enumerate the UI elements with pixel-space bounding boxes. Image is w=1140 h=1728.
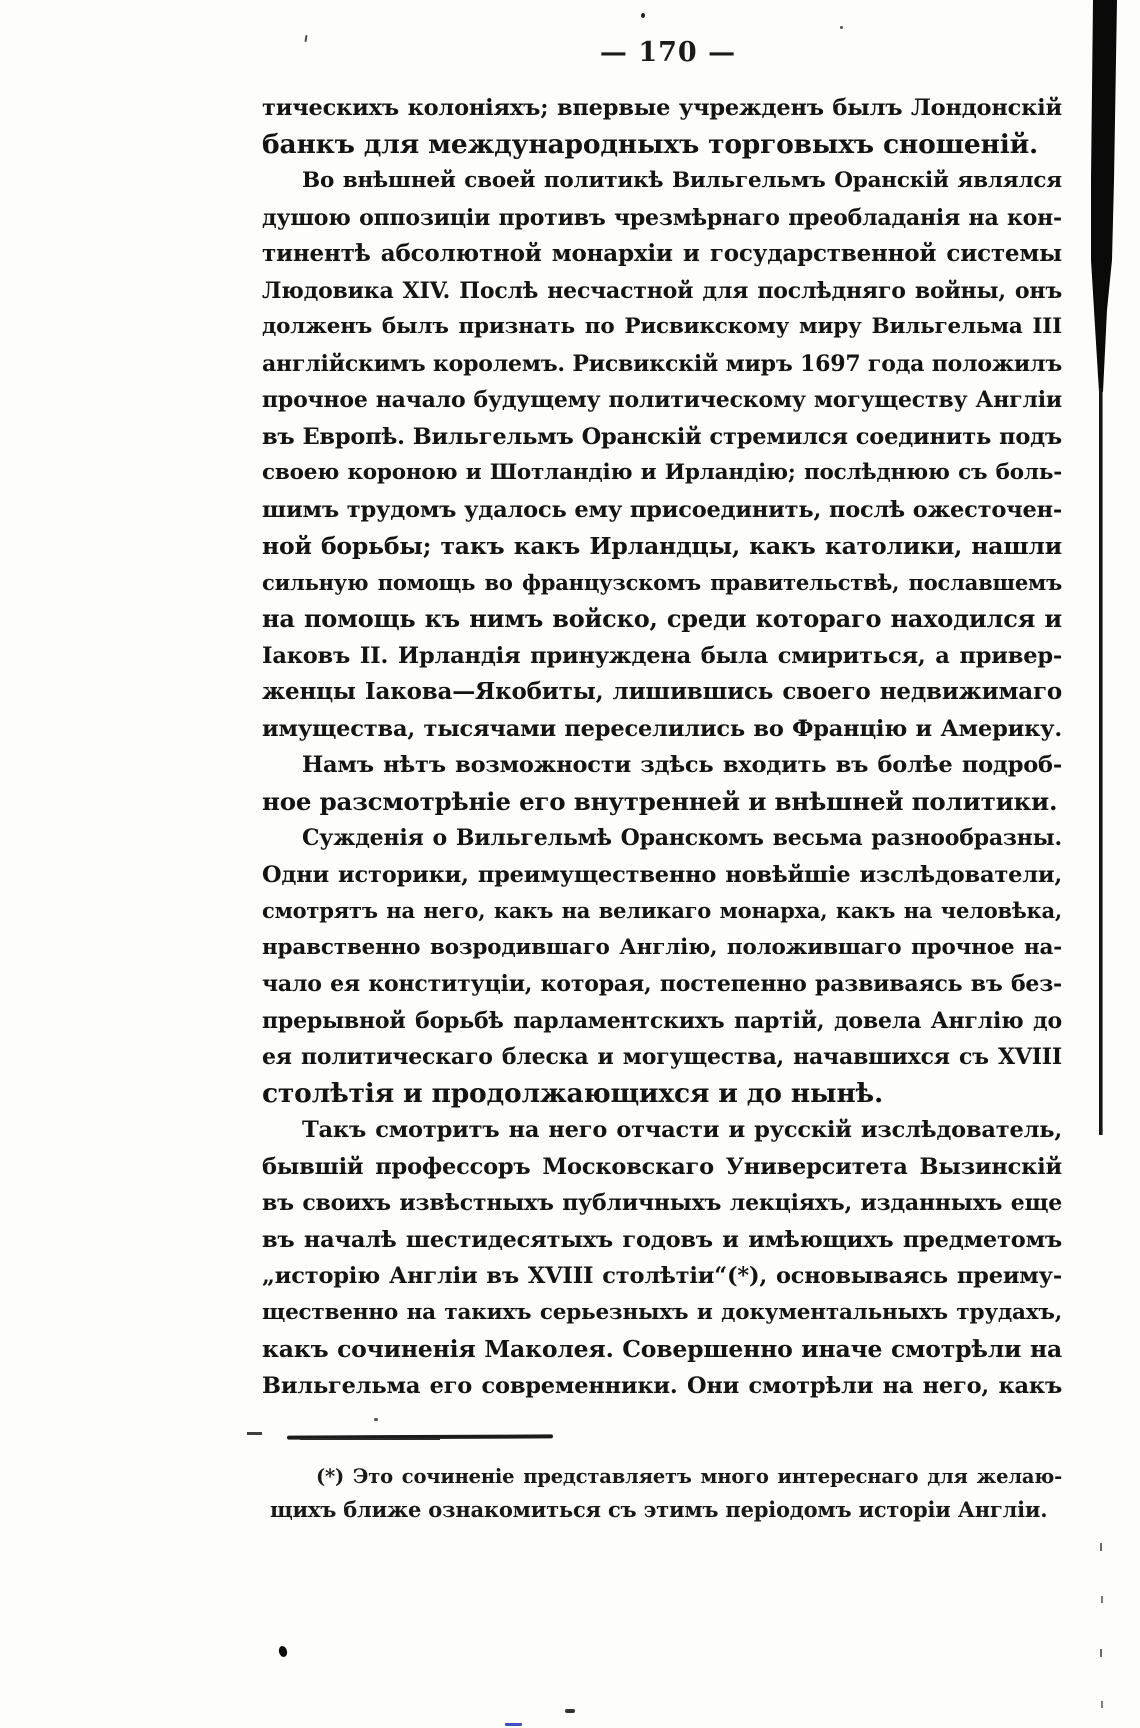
separator-stroke bbox=[300, 1438, 440, 1440]
page-number: — 170 — bbox=[599, 37, 737, 68]
text-line: Одни историки, преимущественно новѣйшіе изслѣдователи, bbox=[262, 861, 1062, 888]
text-line: банкъ для международныхъ торговыхъ сношеній. bbox=[262, 128, 1039, 160]
text-line: душою оппозиціи противъ чрезмѣрнаго преобладанія на кон- bbox=[262, 204, 1062, 231]
text-line: прерывной борьбѣ парламентскихъ партій, довела Англію до bbox=[262, 1007, 1062, 1034]
text-line: какъ сочиненія Маколея. Совершенно иначе смотрѣли на bbox=[262, 1335, 1062, 1363]
text-line: тинентѣ абсолютной монархіи и государственной системы bbox=[262, 240, 1062, 267]
text-line: чало ея конституціи, которая, постепенно развиваясь въ без- bbox=[262, 971, 1062, 997]
text-line: въ своихъ извѣстныхъ публичныхъ лекціяхъ, изданныхъ еще bbox=[262, 1190, 1062, 1216]
footnote bbox=[270, 1460, 1062, 1526]
text-line: Вильгельма его современники. Они смотрѣли на него, какъ bbox=[262, 1372, 1062, 1399]
text-line: „исторію Англіи въ XVIII столѣтіи“(*), основываясь преиму- bbox=[262, 1263, 1062, 1289]
text-line: ное разсмотрѣніе его внутренней и внѣшней политики. bbox=[262, 786, 1058, 816]
ink-speck bbox=[305, 35, 308, 42]
page-text bbox=[262, 90, 1062, 1404]
text-line: щественно на такихъ серьезныхъ и документальныхъ трудахъ, bbox=[262, 1299, 1062, 1325]
ink-speck bbox=[641, 13, 645, 18]
text-line: долженъ былъ признать по Рисвикскому миру Вильгельма III bbox=[262, 314, 1062, 339]
text-line: своею короною и Шотландію и Ирландію; послѣднюю съ боль- bbox=[262, 460, 1062, 485]
text-line: Людовика XIV. Послѣ несчастной для послѣдняго войны, онъ bbox=[262, 277, 1062, 304]
text-line: на помощь къ нимъ войско, среди котораго находился и bbox=[262, 604, 1062, 633]
footnote-line: щихъ ближе ознакомиться съ этимъ періодомъ исторіи Англіи. bbox=[270, 1497, 1048, 1522]
text-line: имущества, тысячами переселились во Францію и Америку. bbox=[262, 715, 1062, 742]
text-line: смотрятъ на него, какъ на великаго монарха, какъ на человѣка, bbox=[262, 898, 1062, 923]
text-line: Сужденія о Вильгельмѣ Оранскомъ весьма разнообразны. bbox=[302, 825, 1062, 851]
text-line: Іаковъ II. Ирландія принуждена была смириться, а привер- bbox=[262, 642, 1062, 669]
ink-speck bbox=[840, 26, 843, 29]
text-line: Такъ смотритъ на него отчасти и русскій изслѣдователь, bbox=[302, 1117, 1062, 1143]
text-line: женцы Іакова—Якобиты, лишившись своего недвижимаго bbox=[262, 678, 1062, 705]
ink-speck bbox=[565, 1709, 575, 1713]
text-line: въ Европѣ. Вильгельмъ Оранскій стремился соединить подъ bbox=[262, 423, 1062, 450]
text-line: тическихъ колоніяхъ; впервые учрежденъ былъ Лондонскій bbox=[262, 95, 1062, 121]
text-line: Во внѣшней своей политикѣ Вильгельмъ Оранскій являлся bbox=[302, 168, 1062, 193]
ink-speck bbox=[374, 1418, 378, 1421]
text-line: англійскимъ королемъ. Рисвикскій миръ 1697 года положилъ bbox=[262, 350, 1062, 377]
ink-speck bbox=[278, 1645, 288, 1658]
binding-shadow-artifact bbox=[1085, 0, 1130, 1728]
text-line: прочное начало будущему политическому могуществу Англіи bbox=[262, 387, 1062, 413]
footnote-line: (*) Это сочиненіе представляетъ много интереснаго для желаю- bbox=[316, 1465, 1062, 1488]
text-line: въ началѣ шестидесятыхъ годовъ и имѣющихъ предметомъ bbox=[262, 1226, 1062, 1253]
text-line: бывшій профессоръ Московскаго Университета Вызинскій bbox=[262, 1153, 1062, 1180]
text-line: сильную помощь во французскомъ правительствѣ, пославшемъ bbox=[262, 569, 1062, 595]
separator-dash bbox=[247, 1432, 262, 1435]
text-line: ея политическаго блеска и могущества, начавшихся съ XVIII bbox=[262, 1044, 1062, 1070]
text-line: Намъ нѣтъ возможности здѣсь входить въ болѣе подроб- bbox=[302, 752, 1062, 778]
text-line: ной борьбы; такъ какъ Ирландцы, какъ католики, нашли bbox=[262, 532, 1062, 560]
page-bottom-mark bbox=[505, 1723, 522, 1726]
text-line: нравственно возродившаго Англію, положившаго прочное на- bbox=[262, 934, 1062, 960]
text-line: шимъ трудомъ удалось ему присоединить, послѣ ожесточен- bbox=[262, 496, 1062, 523]
text-line: столѣтія и продолжающихся и до нынѣ. bbox=[262, 1077, 883, 1109]
